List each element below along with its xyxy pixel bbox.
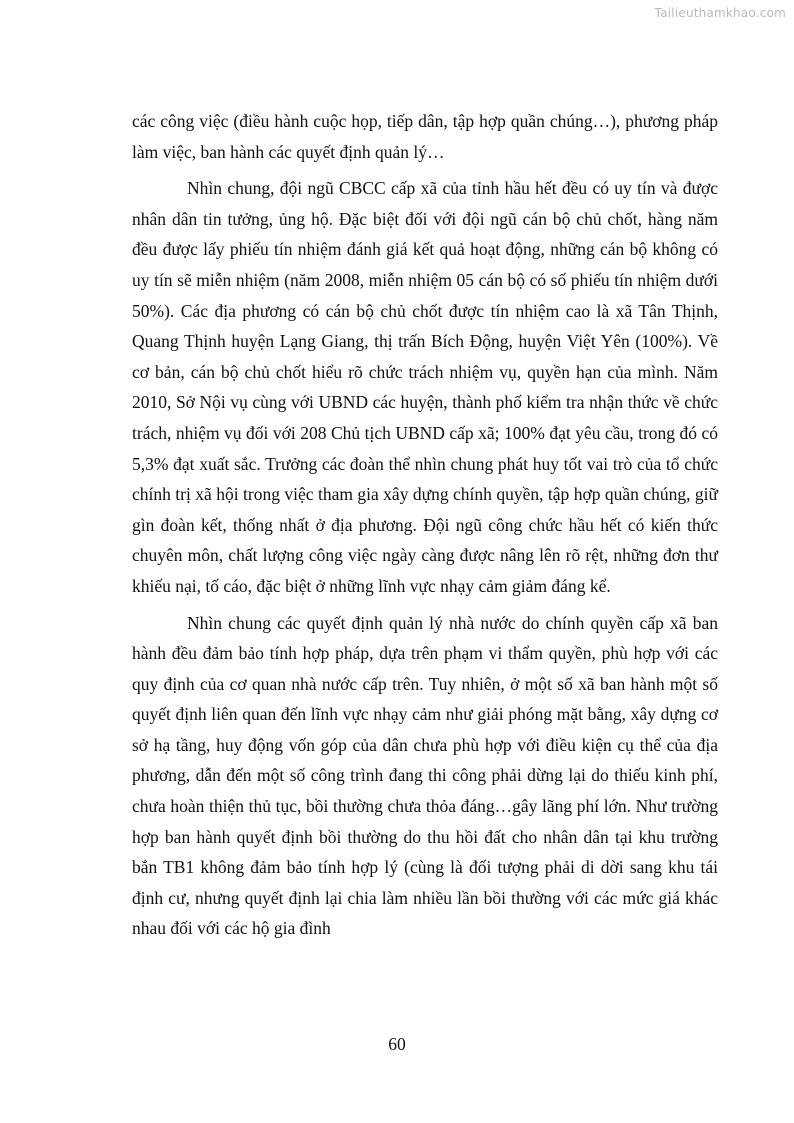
paragraph-cadre-reputation: Nhìn chung, đội ngũ CBCC cấp xã của tỉnh hầu hết đều có uy tín và được nhân dân tin tưởng, ủng hộ. Đặc biệt đối với đội ngũ cán bộ chủ chốt, hàng năm đều được lấy phiếu tín nhiệm đánh giá kết quả hoạt động, những cán bộ không có uy tín sẽ miễn nhiệm (năm 2008, miễn nhiệm 05 cán bộ có số phiếu tín nhiệm dưới 50%). Các địa phương có cán bộ chủ chốt được tín nhiệm cao là xã Tân Thịnh, Quang Thịnh huyện Lạng Giang, thị trấn Bích Động, huyện Việt Yên (100%). Về cơ bản, cán bộ chủ chốt hiểu rõ chức trách nhiệm vụ, quyền hạn của mình. Năm 2010, Sở Nội vụ cùng với UBND các huyện, thành phố kiểm tra nhận thức về chức trách, nhiệm vụ đối với 208 Chủ tịch UBND cấp xã; 100% đạt yêu cầu, trong đó có 5,3% đạt xuất sắc. Trưởng các đoàn thể nhìn chung phát huy tốt vai trò của tổ chức chính trị xã hội trong việc tham gia xây dựng chính quyền, tập hợp quần chúng, giữ gìn đoàn kết, thống nhất ở địa phương. Đội ngũ công chức hầu hết có kiến thức chuyên môn, chất lượng công việc ngày càng được nâng lên rõ rệt, những đơn thư khiếu nại, tố cáo, đặc biệt ở những lĩnh vực nhạy cảm giảm đáng kể. — [132, 178, 718, 596]
paragraph-continuation: các công việc (điều hành cuộc họp, tiếp dân, tập hợp quần chúng…), phương pháp làm việc, ban hành các quyết định quản lý… — [132, 111, 718, 162]
page-number: 60 — [388, 1034, 406, 1054]
paragraph-management-decisions: Nhìn chung các quyết định quản lý nhà nước do chính quyền cấp xã ban hành đều đảm bảo tính hợp pháp, dựa trên phạm vi thẩm quyền, phù hợp với các quy định của cơ quan nhà nước cấp trên. Tuy nhiên, ở một số xã ban hành một số quyết định liên quan đến lĩnh vực nhạy cảm như giải phóng mặt bằng, xây dựng cơ sở hạ tầng, huy động vốn góp của dân chưa phù hợp với điều kiện cụ thể của địa phương, dẫn đến một số công trình đang thi công phải dừng lại do thiếu kinh phí, chưa hoàn thiện thủ tục, bồi thường chưa thỏa đáng…gây lãng phí lớn. Như trường hợp ban hành quyết định bồi thường do thu hồi đất cho nhân dân tại khu trường bắn TB1 không đảm bảo tính hợp lý (cùng là đối tượng phải di dời sang khu tái định cư, nhưng quyết định lại chia làm nhiều lần bồi thường với các mức giá khác nhau đối với các hộ gia đình — [132, 612, 718, 939]
document-body — [132, 106, 718, 944]
watermark: Tailieuthamkhao.com — [654, 6, 786, 20]
